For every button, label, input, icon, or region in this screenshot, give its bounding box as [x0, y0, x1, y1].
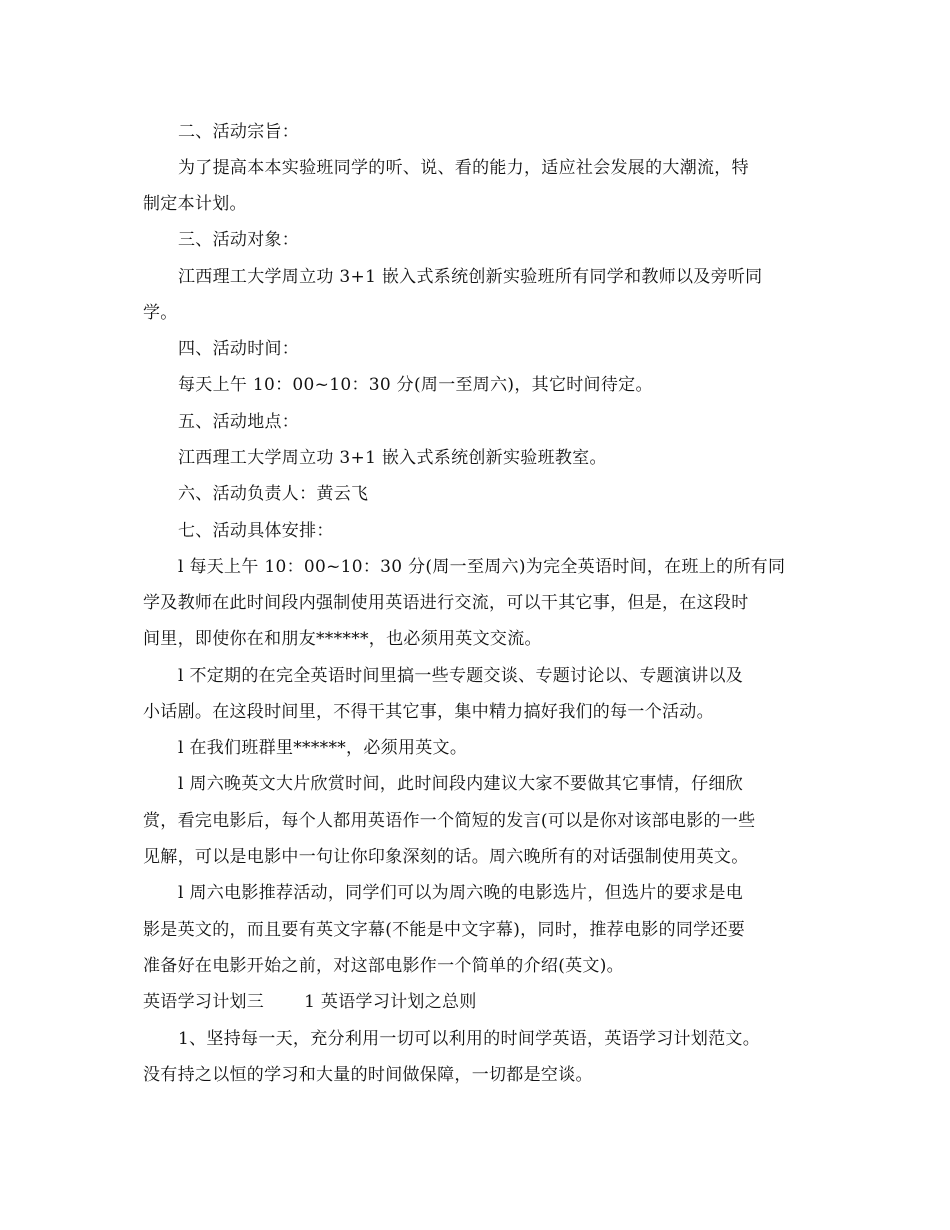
heading-target: 三、活动对象： — [178, 230, 300, 250]
paragraph-line: 影是英文的，而且要有英文字幕(不能是中文字幕)，同时，推荐电影的同学还要 — [143, 920, 746, 940]
paragraph-line: 间里，即使你在和朋友******，也必须用英文交流。 — [143, 629, 542, 649]
heading-schedule: 七、活动具体安排： — [178, 521, 334, 541]
paragraph-line: 制定本计划。 — [143, 194, 247, 214]
paragraph-line: 准备好在电影开始之前，对这部电影作一个简单的介绍(英文)。 — [143, 956, 624, 976]
paragraph-line: l 周六电影推荐活动，同学们可以为周六晚的电影选片，但选片的要求是电 — [178, 883, 744, 903]
heading-location: 五、活动地点： — [178, 412, 300, 432]
paragraph-line: 没有持之以恒的学习和大量的时间做保障，一切都是空谈。 — [143, 1065, 593, 1085]
paragraph-line: l 在我们班群里******，必须用英文。 — [178, 738, 468, 758]
paragraph-line: l 不定期的在完全英语时间里搞一些专题交谈、专题讨论以、专题演讲以及 — [178, 666, 744, 686]
paragraph-line: l 每天上午 10：00~10：30 分(周一至周六)为完全英语时间，在班上的所有同 — [178, 557, 786, 577]
paragraph-line: l 周六晚英文大片欣赏时间，此时间段内建议大家不要做其它事情，仔细欣 — [178, 774, 744, 794]
paragraph-line: 江西理工大学周立功 3+1 嵌入式系统创新实验班所有同学和教师以及旁听同 — [178, 267, 763, 287]
paragraph-line: 为了提高本本实验班同学的听、说、看的能力，适应社会发展的大潮流，特 — [178, 158, 749, 178]
paragraph-line: 赏，看完电影后，每个人都用英语作一个简短的发言(可以是你对该部电影的一些 — [143, 811, 756, 831]
paragraph-line: 见解，可以是电影中一句让你印象深刻的话。周六晚所有的对话强制使用英文。 — [143, 847, 749, 867]
heading-time: 四、活动时间： — [178, 339, 300, 359]
heading-purpose: 二、活动宗旨： — [178, 122, 300, 142]
paragraph-line: 小话剧。在这段时间里，不得干其它事，集中精力搞好我们的每一个活动。 — [143, 702, 714, 722]
paragraph-line: 学。 — [143, 303, 178, 323]
section-title-right: 1 英语学习计划之总则 — [304, 992, 477, 1012]
paragraph-line: 每天上午 10：00~10：30 分(周一至周六)，其它时间待定。 — [178, 375, 653, 395]
section-title-left: 英语学习计划三 — [143, 992, 265, 1012]
heading-owner: 六、活动负责人：黄云飞 — [178, 484, 369, 504]
paragraph-line: 1、坚持每一天，充分利用一切可以利用的时间学英语，英语学习计划范文。 — [178, 1029, 761, 1049]
paragraph-line: 江西理工大学周立功 3+1 嵌入式系统创新实验班教室。 — [178, 448, 607, 468]
paragraph-line: 学及教师在此时间段内强制使用英语进行交流，可以干其它事，但是，在这段时 — [143, 593, 749, 613]
section-title — [143, 990, 477, 1014]
